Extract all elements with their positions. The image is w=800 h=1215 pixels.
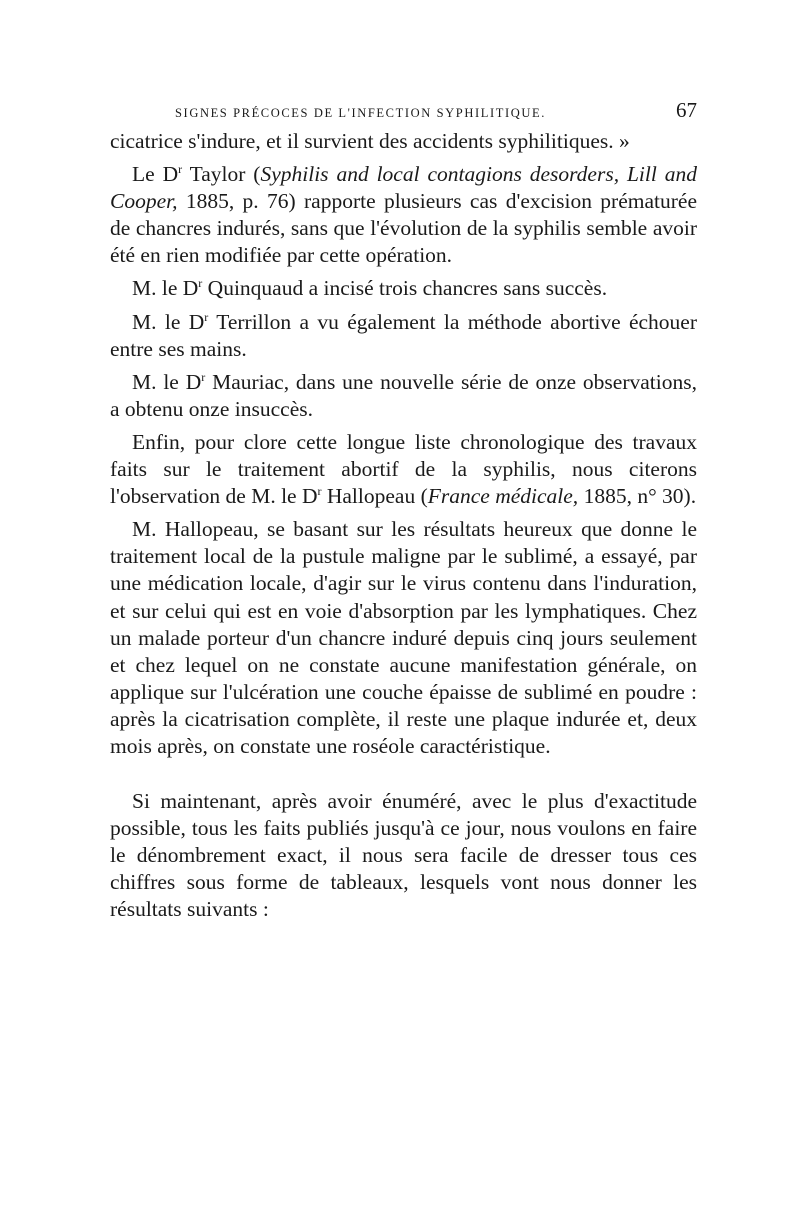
citation-title: France médicale, [427,484,579,509]
paragraph-taylor [110,161,697,269]
text-run: 1885, n° 30). [578,484,697,509]
text-run: M. le D [132,276,199,301]
page-header [175,98,697,128]
text-run: Enfin, pour clore cette longue liste chronologique des travaux faits sur le traitement abortif de la syphilis, nous citerons l'observation de M. le D [110,429,697,509]
superscript: r [201,369,206,384]
superscript: r [317,484,322,499]
superscript: r [204,309,209,324]
paragraph-terrillon [110,309,697,363]
text-run: Le D [132,162,179,187]
paragraph-quinquaud [110,275,697,302]
paragraph-text: Si maintenant, après avoir énuméré, avec le plus d'exactitude possible, tous les faits publiés jusqu'à ce jour, nous voulons en faire le dénombrement exact, il nous sera facile de dresser tous ces chiffres sous forme de tableaux, lesquels vont nous donner les résultats suivants : [110,789,697,922]
text-run: Mauriac, dans une nouvelle série de onze observations, a obtenu onze insuccès. [110,369,697,421]
text-run: Taylor ( [182,162,261,187]
text-run: Terrillon a vu également la méthode abortive échouer entre ses mains. [110,309,697,361]
book-page [110,98,697,924]
paragraph-mauriac [110,369,697,423]
paragraph-text: M. Hallopeau, se basant sur les résultats heureux que donne le traitement local de la pustule maligne par le sublimé, a essayé, par une médication locale, d'agir sur le virus contenu dans l'induration, et sur celui qui est en voie d'absorption par les lymphatiques. Chez un malade porteur d'un chancre induré depuis cinq jours seulement et chez lequel on ne constate aucune manifestation générale, on applique sur l'ulcération une couche épaisse de sublimé en poudre : après la cicatrisation complète, il reste une plaque indurée et, deux mois après, on constate une roséole caractéristique. [110,517,697,758]
running-head: SIGNES PRÉCOCES DE L'INFECTION SYPHILITIQUE. [175,106,546,120]
text-run: 1885, p. 76) rapporte plusieurs cas d'excision prématurée de chancres indurés, sans que l'évolution de la syphilis semble avoir été en rien modifiée par cette opération. [110,189,697,268]
body-text [110,128,697,924]
text-run: M. le D [132,309,205,334]
paragraph-hallopeau-method [110,516,697,760]
paragraph-continuation [110,128,697,155]
superscript: r [178,162,183,177]
page-number: 67 [676,98,697,122]
paragraph-text: cicatrice s'indure, et il survient des accidents syphilitiques. » [110,129,630,153]
superscript: r [198,276,203,291]
text-run: Hallopeau ( [321,484,428,509]
paragraph-summary [110,788,697,923]
paragraph-hallopeau-citation [110,429,697,510]
citation-title: Syphilis and local contagions desorders, Lill and Cooper, [110,162,697,214]
text-run: Quinquaud a incisé trois chancres sans succès. [202,276,608,301]
text-run: M. le D [132,369,202,394]
